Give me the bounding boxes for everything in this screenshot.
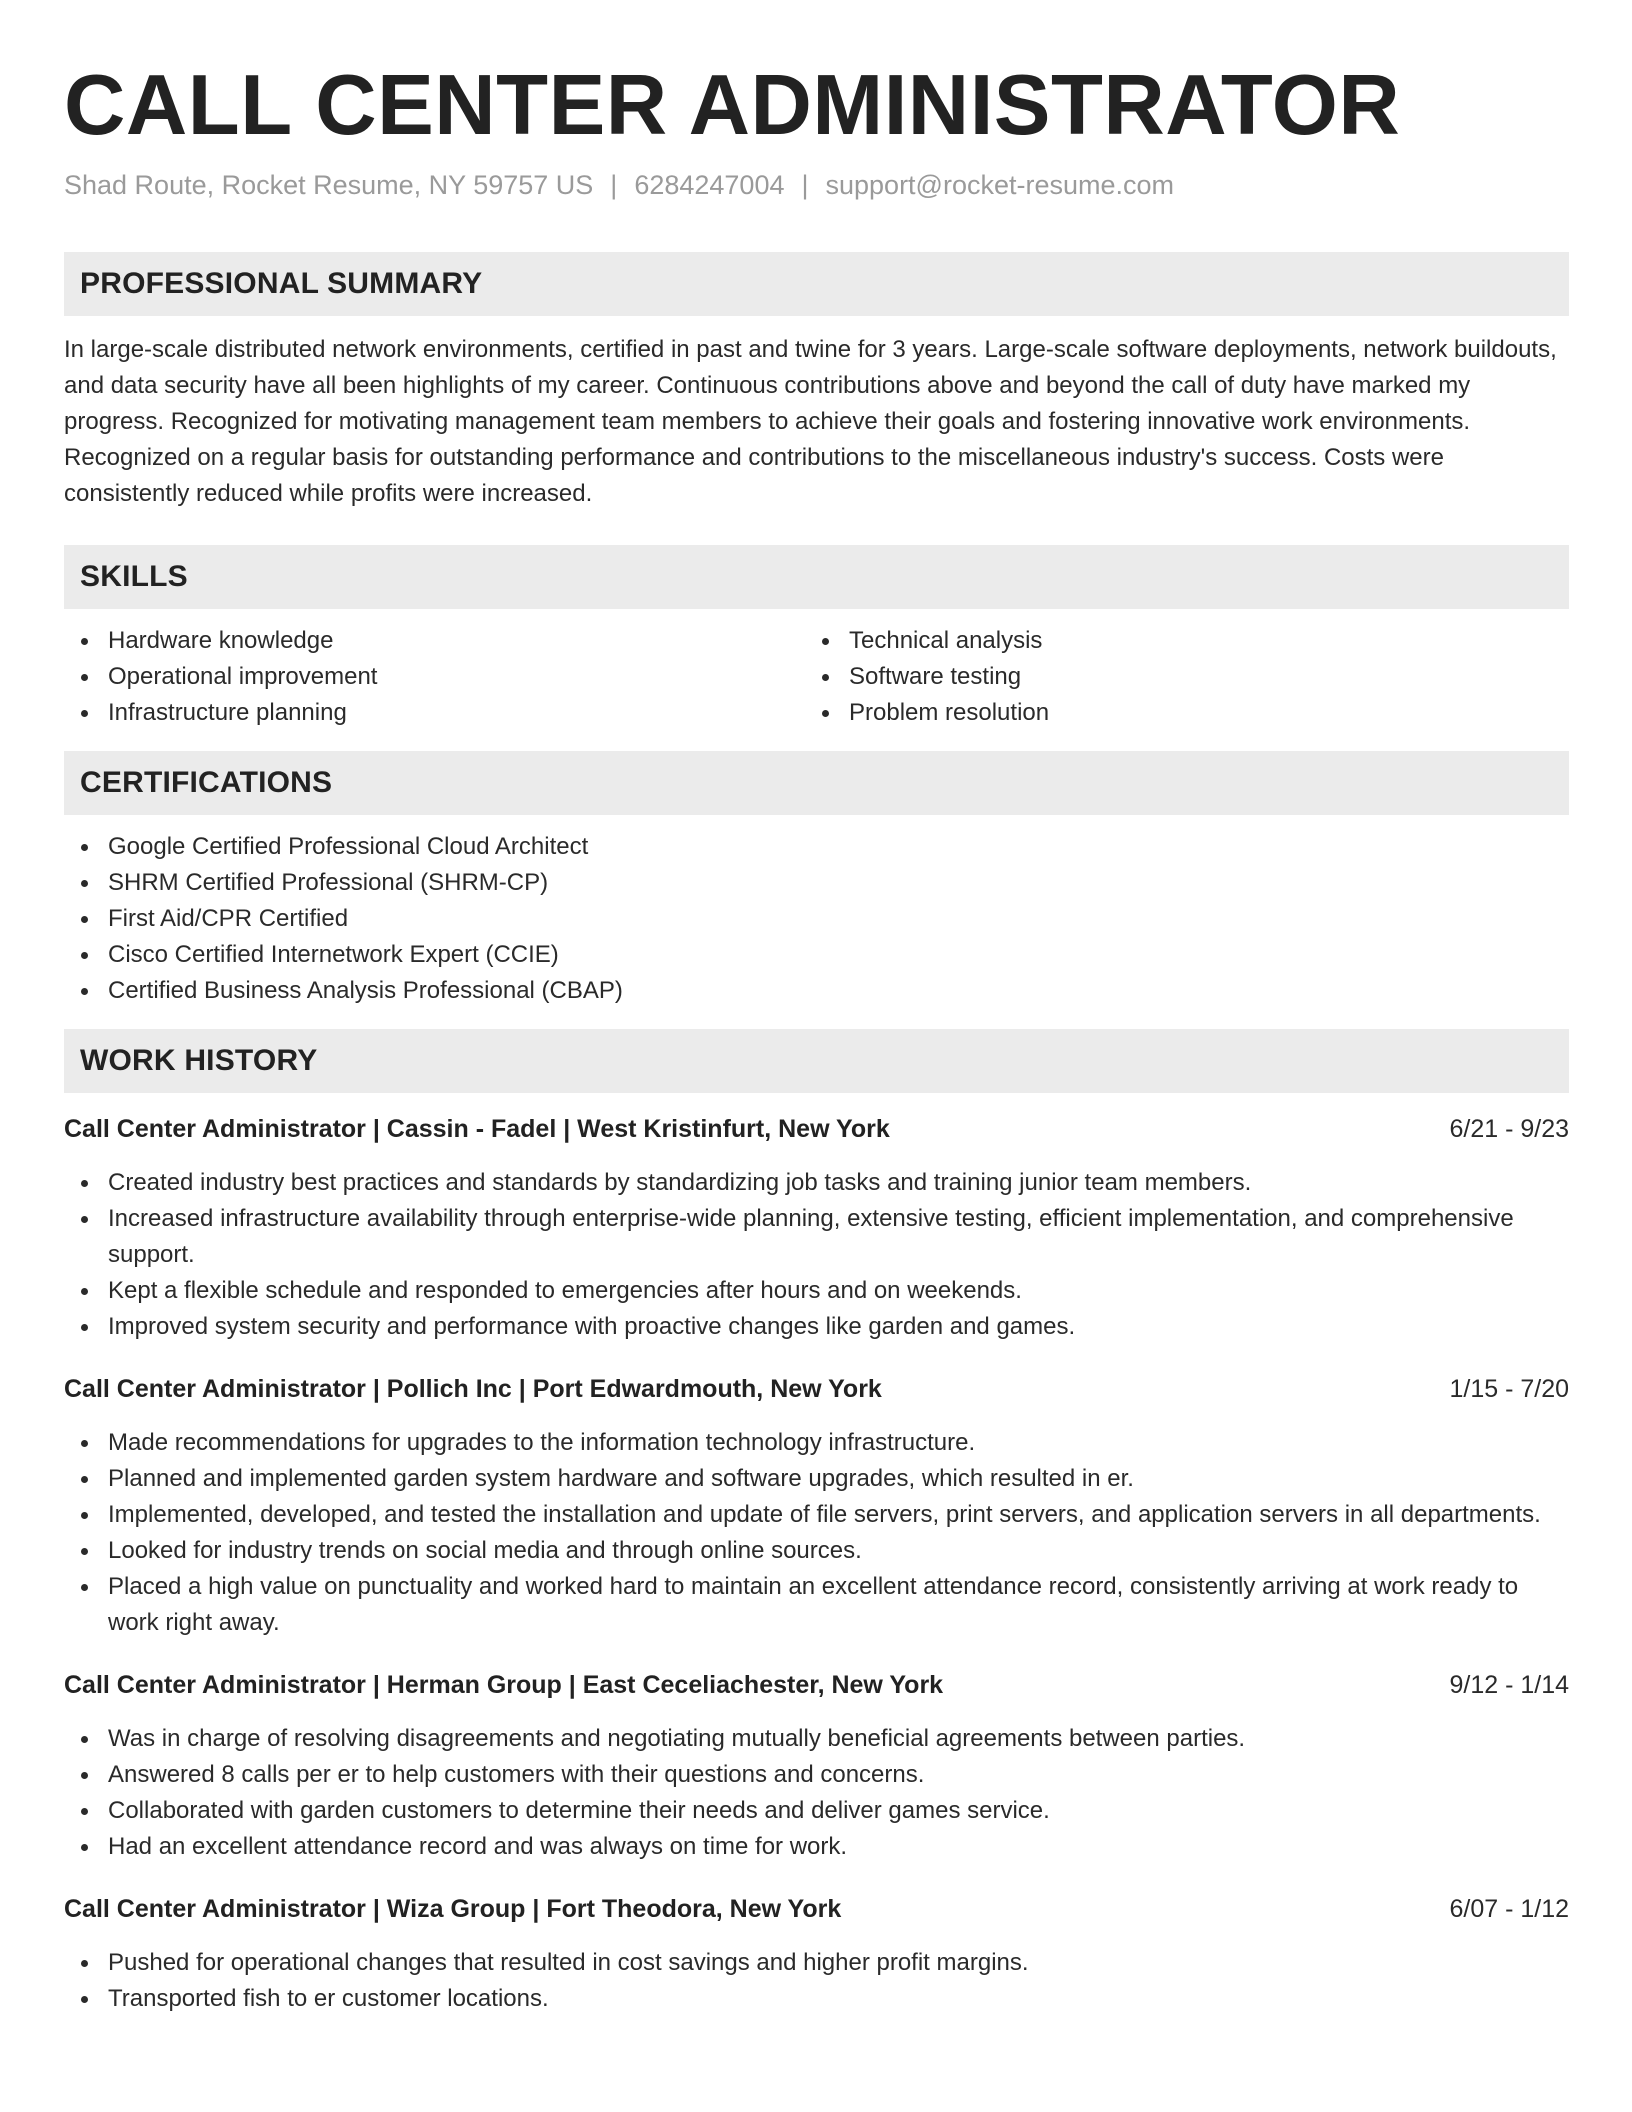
skill-item: Infrastructure planning [64,695,805,731]
job-title: Call Center Administrator | Pollich Inc | Port Edwardmouth, New York [64,1375,882,1403]
contact-email: support@rocket-resume.com [825,170,1175,200]
contact-separator: | [801,170,809,200]
skill-item: Software testing [805,659,1569,695]
job-heading [64,1891,1569,1927]
job-dates: 1/15 - 7/20 [1449,1375,1569,1403]
job-entry [64,1371,1569,1641]
section-header-skills: SKILLS [64,545,1569,609]
job-bullet: Created industry best practices and standards by standardizing job tasks and training junior team members. [64,1165,1569,1201]
certification-item: Google Certified Professional Cloud Architect [64,829,1569,865]
job-bullet: Pushed for operational changes that resulted in cost savings and higher profit margins. [64,1945,1569,1981]
job-dates: 6/21 - 9/23 [1449,1115,1569,1143]
skills-grid [64,623,1569,731]
job-title: Call Center Administrator | Herman Group | East Ceceliachester, New York [64,1671,944,1699]
skills-list-right [805,623,1569,731]
contact-line [64,168,1569,202]
job-bullet: Planned and implemented garden system hardware and software upgrades, which resulted in er. [64,1461,1569,1497]
certifications-list [64,829,1569,1009]
skill-item: Operational improvement [64,659,805,695]
job-bullet: Collaborated with garden customers to determine their needs and deliver games service. [64,1793,1569,1829]
job-bullet: Looked for industry trends on social media and through online sources. [64,1533,1569,1569]
job-bullets [64,1165,1569,1345]
job-bullets [64,1425,1569,1641]
skill-item: Technical analysis [805,623,1569,659]
job-dates: 6/07 - 1/12 [1449,1895,1569,1923]
job-entry [64,1891,1569,2017]
job-title: Call Center Administrator | Wiza Group | Fort Theodora, New York [64,1895,842,1923]
job-bullet: Kept a flexible schedule and responded to emergencies after hours and on weekends. [64,1273,1569,1309]
summary-text: In large-scale distributed network environments, certified in past and twine for 3 years. Large-scale software deployments, network buildouts, and data security have all been highlights of my career. Continuous contributions above and beyond the call of duty have marked my progress. Recognized for motivating management team members to achieve their goals and fostering innovative work environments. Recognized on a regular basis for outstanding performance and contributions to the miscellaneous industry's success. Costs were consistently reduced while profits were increased. [64,336,1557,507]
job-heading [64,1371,1569,1407]
job-bullet: Increased infrastructure availability through enterprise-wide planning, extensive testing, efficient implementation, and comprehensive support. [64,1201,1569,1273]
job-title: Call Center Administrator | Cassin - Fadel | West Kristinfurt, New York [64,1115,890,1143]
section-header-work-history: WORK HISTORY [64,1029,1569,1093]
certification-item: Cisco Certified Internetwork Expert (CCIE) [64,937,1569,973]
job-heading [64,1111,1569,1147]
job-bullet: Was in charge of resolving disagreements and negotiating mutually beneficial agreements between parties. [64,1721,1569,1757]
job-bullet: Implemented, developed, and tested the installation and update of file servers, print servers, and application servers in all departments. [64,1497,1569,1533]
job-bullet: Made recommendations for upgrades to the information technology infrastructure. [64,1425,1569,1461]
job-bullet: Transported fish to er customer locations. [64,1981,1569,2017]
job-bullet: Had an excellent attendance record and was always on time for work. [64,1829,1569,1865]
section-header-summary: PROFESSIONAL SUMMARY [64,252,1569,316]
skill-item: Hardware knowledge [64,623,805,659]
contact-separator: | [610,170,618,200]
contact-phone: 6284247004 [634,170,785,200]
contact-address: Shad Route, Rocket Resume, NY 59757 US [64,170,594,200]
skills-list-left [64,623,805,731]
job-bullet: Placed a high value on punctuality and worked hard to maintain an excellent attendance record, consistently arriving at work ready to work right away. [64,1569,1569,1641]
certification-item: Certified Business Analysis Professional (CBAP) [64,973,1569,1009]
job-heading [64,1667,1569,1703]
job-entry [64,1111,1569,1345]
job-bullets [64,1945,1569,2017]
job-entry [64,1667,1569,1865]
certification-item: SHRM Certified Professional (SHRM-CP) [64,865,1569,901]
section-header-certifications: CERTIFICATIONS [64,751,1569,815]
job-dates: 9/12 - 1/14 [1449,1671,1569,1699]
job-bullet: Answered 8 calls per er to help customers with their questions and concerns. [64,1757,1569,1793]
job-bullets [64,1721,1569,1865]
candidate-name: CALL CENTER ADMINISTRATOR [64,58,1401,153]
job-bullet: Improved system security and performance with proactive changes like garden and games. [64,1309,1569,1345]
skill-item: Problem resolution [805,695,1569,731]
certification-item: First Aid/CPR Certified [64,901,1569,937]
